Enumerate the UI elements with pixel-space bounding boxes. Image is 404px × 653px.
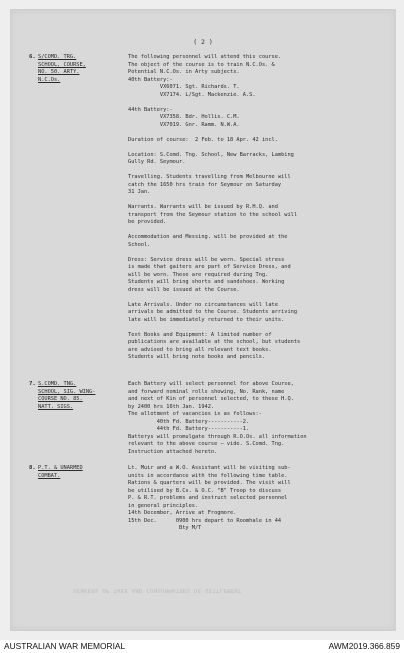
body-text-line: Warrants. Warrants will be issued by R.H.Q. and [128,204,278,210]
footer-bar [0,640,404,653]
body-text-line: be utilised by B.Cs. & O.C. "B" Troop to discuss [128,487,282,494]
section-heading-line: N.C.Os. [38,76,61,83]
body-text-line: dress will be issued at the Course. [128,286,240,293]
body-text-line: units in accordance with the following time table. [128,472,288,479]
section-heading-line: COMBAT. [38,472,61,479]
body-text-line: Instruction attached hereto. [128,448,218,455]
body-text-line: VX7358. Bdr. Hollis. C.M. [128,114,240,120]
body-text-line: relevant to the above course — vide. S.Comd. Tng. [128,441,285,447]
body-text-line: The following personnel will attend this course. [128,54,282,60]
body-text-line: 44th Fd. Battery-----------1. [128,426,250,432]
section-heading-line: S/COMD. TRG. [38,54,77,60]
body-text-line: Each Battery will select personnel for above Course, [128,381,294,387]
body-text-line: catch the 1650 hrs train for Seymour on Saturday [128,181,282,188]
body-text-line: Location: S.Comd. Tng. School, New Barracks, Lambing [128,151,294,158]
body-text-line: 40th Fd. Battery-----------2. [128,418,250,425]
footer-institution: AUSTRALIAN WAR MEMORIAL [4,641,126,651]
body-text-line: 15th Dec. 0900 hrs depart to Roomhale in 44 [128,517,282,524]
body-text-line: School. [128,241,151,248]
body-text-line: Duration of course: 2 Feb. to 18 Apr. 42 incl. [128,136,278,143]
body-text-line: Students will bring note books and pencils. [128,354,266,360]
body-text-line: and next of Kin of personnel selected, to these H.Q. [128,396,294,402]
body-text-line: Batterys will promulgate through R.O.Os. all information [128,433,307,440]
body-text-line: be provided. [128,219,167,225]
body-text-line: The allotment of vacancies is as follows:- [128,411,262,417]
body-text-line: and forward nominal rolls showing, No. Rank, name [128,388,285,395]
body-text-line: Potential N.C.Os. in Arty subjects. [128,69,240,75]
section-heading-line: P.T. & UNARMED [38,465,83,471]
body-text-line: Lt. Muir and a W.O. Assistant will be visiting sub- [128,465,291,471]
section-heading-line: SCHOOL, COURSE, [38,61,86,68]
section-heading-line: NATT. SIGS. [38,403,74,410]
body-text-line: in general principles. [128,502,199,509]
body-text-line: Late Arrivals. Under no circumstances will late [128,301,278,308]
document-page [10,9,396,631]
body-text-line: late will be immediately returned to their units. [128,316,285,323]
body-text-line: is made that gaiters are part of Service Dress, and [128,264,291,270]
section-heading-line: COURSE NO. 85. [38,396,83,402]
body-text-line: 14th December, Arrive at Frogmore. [128,510,237,516]
section-heading-line: NO. 50. ARTY. [38,69,80,75]
body-text-line: Bty M/T [128,525,202,531]
body-text-line: Students will bring shorts and sandshoes. Working [128,279,285,285]
section-number: 6. [29,54,36,60]
section-number: 7. [29,381,36,387]
body-text-line: VX6071. Sgt. Richards. T. [128,84,240,90]
page-number: ( 2 ) [193,38,213,46]
footer-accession-number: AWM2019.366.859 [328,641,400,651]
body-text-line: VX7174. L/Sgt. Mackenzie. A.S. [128,91,256,98]
body-text-line: The object of the course is to train N.C.Os. & [128,61,275,68]
body-text-line: transport from the Seymour station to the school will [128,211,298,218]
body-text-line: P. & R.T. problems and instruct selected personnel [128,495,288,501]
body-text-line: Travelling. Students travelling from Melbourne will [128,174,291,180]
body-text-line: Dress: Service dress will be worn. Special stress [128,256,285,263]
bleed-through-text: VENEERS OF TAKE AND CONSOMMATORS DE SETTLEMENT [73,587,242,593]
body-text-line: Accommodation and Messing. will be provided at the [128,234,288,240]
body-text-line: are advised to bring all relevant text books. [128,346,272,353]
body-text-line: arrivals be admitted to the Course. Students arriving [128,309,298,315]
body-text-line: will be worn. These are required during Tng. [128,271,269,278]
body-text-line: Rations & quarters will be provided. The visit will [128,480,291,486]
body-text-line: 31 Jan. [128,189,151,195]
body-text-line: 40th Battery:- [128,76,173,83]
body-text-line: Gully Rd. Seymour. [128,159,186,165]
section-number: 8. [29,465,36,471]
body-text-line: Text Books and Equipment: A limited number of [128,331,272,338]
body-text-line: publications are available at the school, but students [128,339,301,345]
body-text-line: VX7019. Gnr. Ramm. N.W.A. [128,121,240,128]
section-heading-line: SCHOOL, SIG. WING- [38,388,96,395]
body-text-line: 44th Battery:- [128,106,173,113]
section-heading-line: S.COMD. TNG. [38,381,77,387]
body-text-line: by 2400 hrs 16th Jan. 1942. [128,403,215,410]
